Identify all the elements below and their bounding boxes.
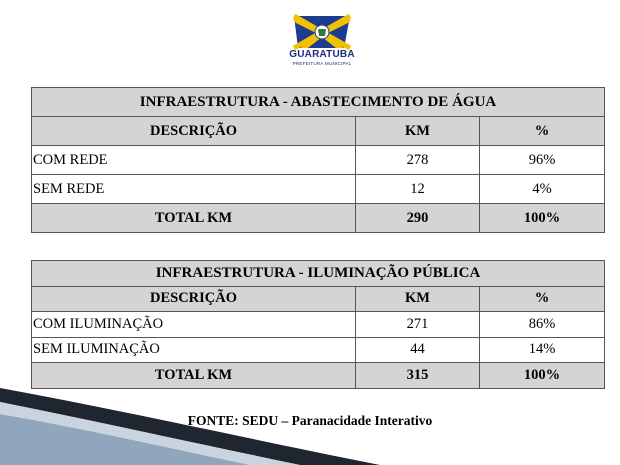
guaratuba-logo: [284, 12, 360, 70]
row-description: COM ILUMINAÇÃO: [32, 312, 356, 338]
row-description: SEM REDE: [32, 175, 356, 204]
row-percent: 4%: [480, 175, 605, 204]
total-km: 290: [356, 204, 480, 233]
header-percent: %: [480, 286, 605, 312]
row-km: 44: [356, 337, 480, 363]
header-percent: %: [480, 117, 605, 146]
table-row: [32, 146, 605, 175]
table-header-row: [32, 286, 605, 312]
row-percent: 96%: [480, 146, 605, 175]
row-km: 271: [356, 312, 480, 338]
water-supply-table: [31, 87, 605, 233]
table-title-row: [32, 88, 605, 117]
table-row: [32, 175, 605, 204]
table-row: [32, 337, 605, 363]
row-km: 278: [356, 146, 480, 175]
total-percent: 100%: [480, 363, 605, 389]
table-total-row: [32, 204, 605, 233]
row-percent: 86%: [480, 312, 605, 338]
row-percent: 14%: [480, 337, 605, 363]
table-title: INFRAESTRUTURA - ABASTECIMENTO DE ÁGUA: [32, 88, 605, 117]
header-km: KM: [356, 117, 480, 146]
source-note: FONTE: SEDU – Paranacidade Interativo: [187, 413, 433, 428]
table-title-row: [32, 261, 605, 287]
row-description: SEM ILUMINAÇÃO: [32, 337, 356, 363]
row-description: COM REDE: [32, 146, 356, 175]
table-title: INFRAESTRUTURA - ILUMINAÇÃO PÚBLICA: [32, 261, 605, 287]
total-km: 315: [356, 363, 480, 389]
table-row: [32, 312, 605, 338]
logo-subtitle: PREFEITURA MUNICIPAL: [292, 61, 352, 66]
total-label: TOTAL KM: [32, 363, 356, 389]
row-km: 12: [356, 175, 480, 204]
header-km: KM: [356, 286, 480, 312]
total-percent: 100%: [480, 204, 605, 233]
public-lighting-table: [31, 260, 605, 389]
header-description: DESCRIÇÃO: [32, 117, 356, 146]
header-description: DESCRIÇÃO: [32, 286, 356, 312]
table-header-row: [32, 117, 605, 146]
logo-name: GUARATUBA: [289, 49, 355, 60]
guaratuba-flag-emblem-icon: [284, 12, 360, 52]
total-label: TOTAL KM: [32, 204, 356, 233]
